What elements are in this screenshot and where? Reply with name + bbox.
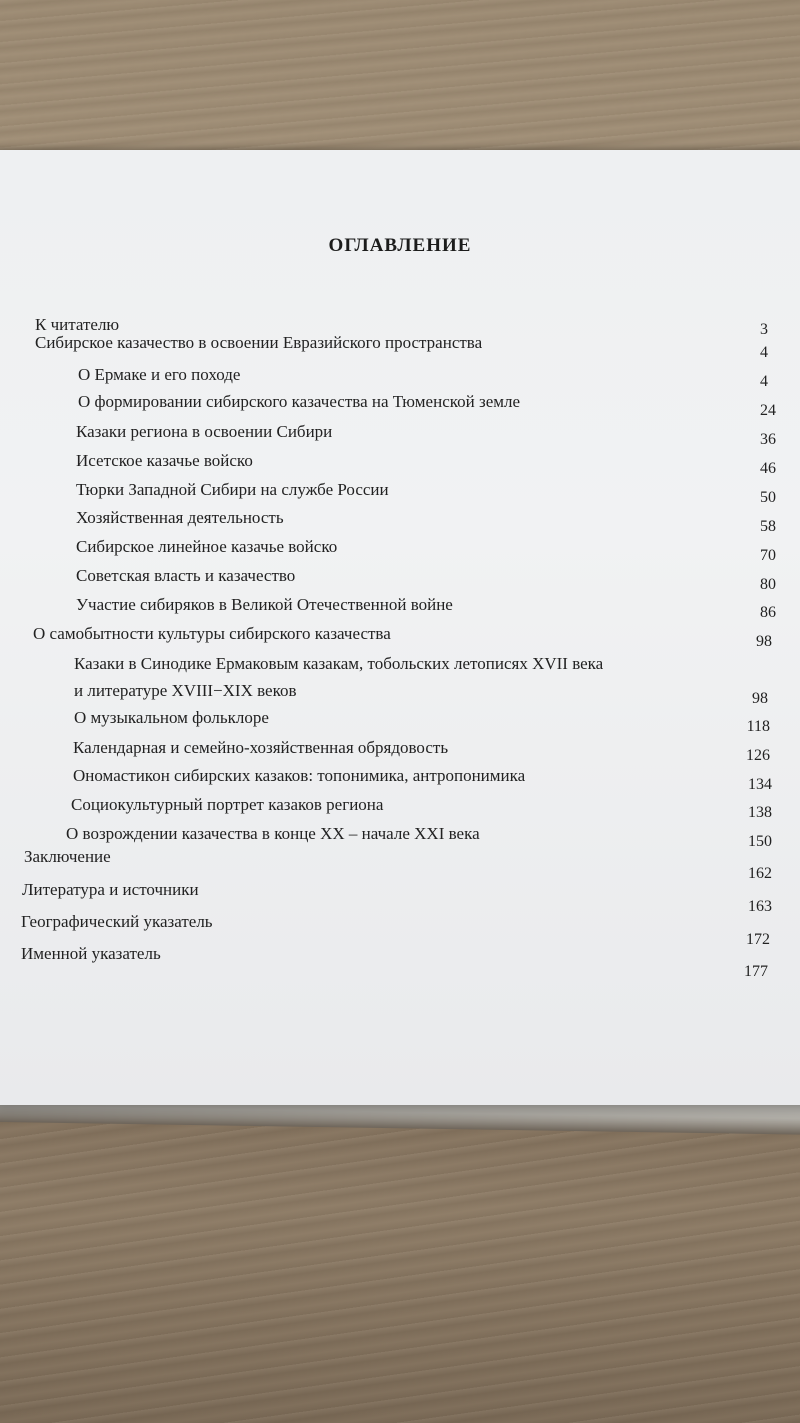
toc-entry-text: О музыкальном фольклоре <box>74 708 269 727</box>
toc-entry-text: Советская власть и казачество <box>76 566 296 585</box>
toc-entry-text: Ономастикон сибирских казаков: топонимика, антропонимика <box>73 766 526 785</box>
toc-entry-page: 46 <box>760 460 776 477</box>
toc-title: ОГЛАВЛЕНИЕ <box>328 235 472 256</box>
toc-entry-text: Заключение <box>24 847 111 866</box>
toc-entry-page: 80 <box>760 576 776 593</box>
toc-entry-text: О возрождении казачества в конце XX – начале XXI века <box>66 824 480 843</box>
toc-entry-page: 3 <box>760 321 768 338</box>
toc-entry-text: Казаки региона в освоении Сибири <box>76 422 333 441</box>
toc-entry-text-continued: и литературе XVIII−XIX веков <box>74 681 297 700</box>
toc-entry-page: 4 <box>760 344 768 361</box>
toc-entry-page: 162 <box>748 865 772 882</box>
toc-entry-text: О Ермаке и его походе <box>78 365 241 384</box>
toc-entry-page: 177 <box>744 963 768 980</box>
toc-entry-text: Географический указатель <box>21 912 213 931</box>
toc-entry-page: 118 <box>746 718 770 735</box>
toc-entry-text: Сибирское казачество в освоении Евразийского пространства <box>35 333 483 352</box>
toc-entry-page: 50 <box>760 489 776 506</box>
toc-entry-page: 138 <box>748 804 772 821</box>
toc-entry-page: 98 <box>752 690 768 707</box>
toc-entry-text: Исетское казачье войско <box>76 451 253 470</box>
toc-entry-page: 70 <box>760 547 776 564</box>
toc-entry-page: 163 <box>748 898 772 915</box>
toc-entry-page: 150 <box>748 833 772 850</box>
toc-entry-page: 24 <box>760 402 776 419</box>
toc-entry-text: К читателю <box>35 315 120 334</box>
toc-entry-page: 36 <box>760 431 776 448</box>
toc-entry-page: 134 <box>748 776 772 793</box>
toc-entry-text: Календарная и семейно-хозяйственная обрядовость <box>73 738 449 757</box>
toc-entry-page: 86 <box>760 604 776 621</box>
toc-entry-text: Казаки в Синодике Ермаковым казакам, тобольских летописях XVII века <box>74 654 604 673</box>
toc-entry-text: Хозяйственная деятельность <box>76 508 284 527</box>
toc-entry-text: О формировании сибирского казачества на Тюменской земле <box>78 392 521 411</box>
toc-entry-text: Именной указатель <box>21 944 161 963</box>
toc-entry-text: Литература и источники <box>22 880 199 899</box>
toc-entry-page: 172 <box>746 931 770 948</box>
toc-entry-text: Тюрки Западной Сибири на службе России <box>76 480 389 499</box>
toc-entry-text: О самобытности культуры сибирского казачества <box>33 624 391 643</box>
toc-entry-page: 4 <box>760 373 768 390</box>
toc-entry-text: Социокультурный портрет казаков региона <box>71 795 384 814</box>
toc-entry-text: Участие сибиряков в Великой Отечественной войне <box>76 595 453 614</box>
toc-entry-page: 58 <box>760 518 776 535</box>
toc-entry-text: Сибирское линейное казачье войско <box>76 537 338 556</box>
table-surface <box>0 1115 800 1423</box>
toc-entry-page: 126 <box>746 747 770 764</box>
toc-entry-page: 98 <box>756 633 772 650</box>
